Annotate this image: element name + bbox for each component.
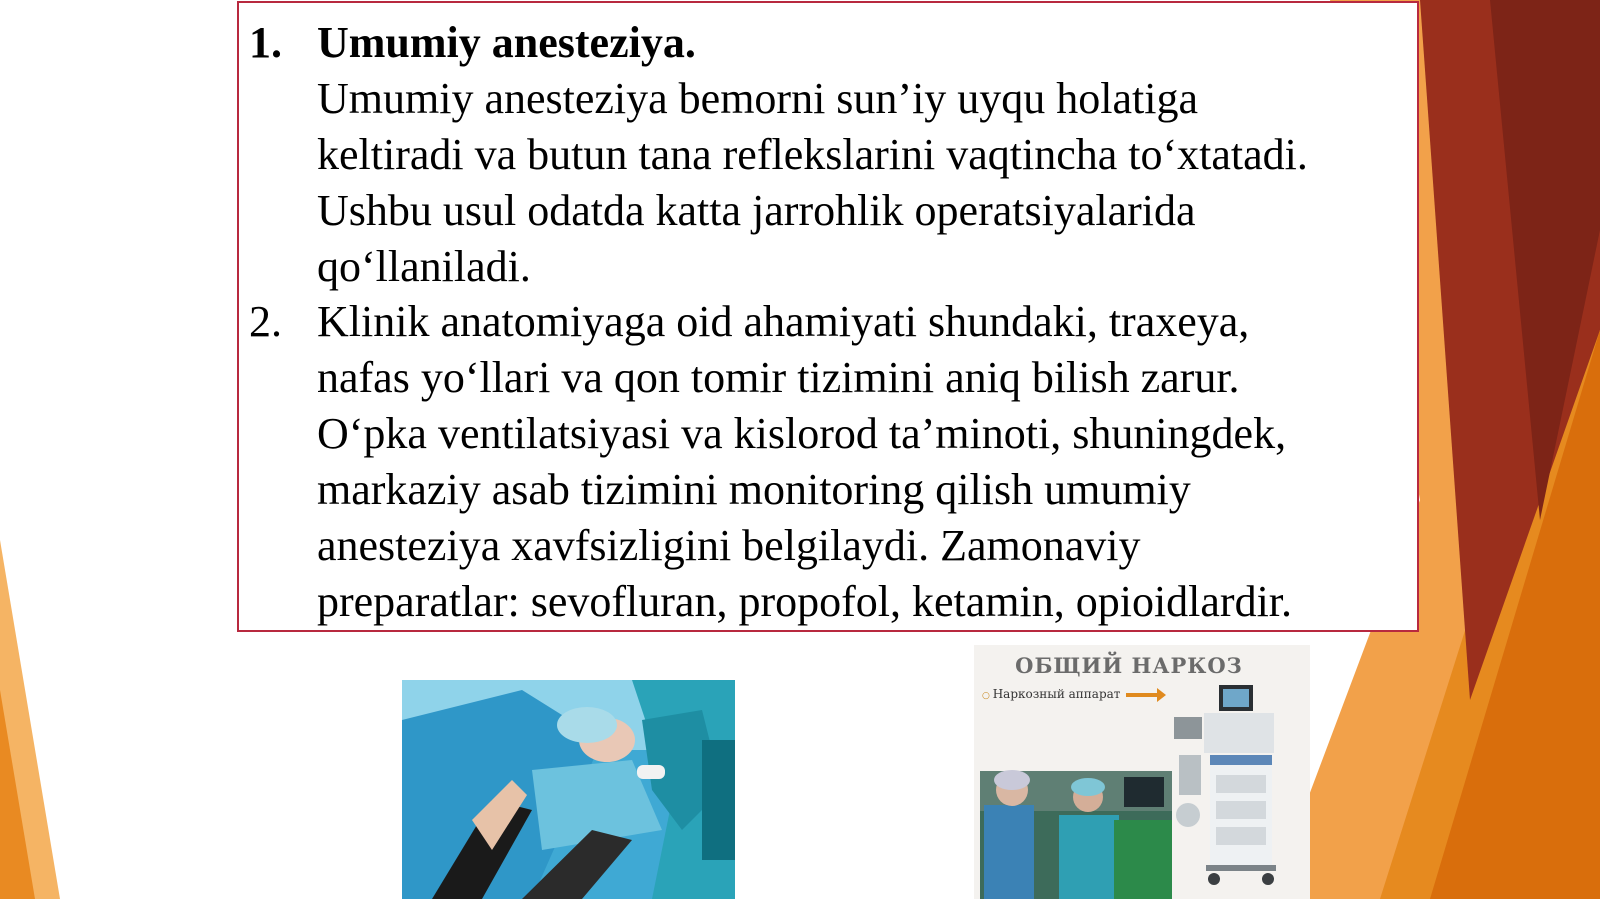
item-heading: Umumiy anesteziya. — [317, 18, 696, 67]
paragraph-line: keltiradi va butun tana reflekslarini vaqtincha to‘xtatadi. — [317, 130, 1308, 179]
paragraph-line: O‘pka ventilatsiyasi va kislorod ta’minoti, shuningdek, — [317, 409, 1287, 458]
surgery-photo — [402, 680, 735, 899]
anesthesia-illustration — [974, 645, 1310, 899]
paragraph-line: Ushbu usul odatda katta jarrohlik operatsiyalarida — [317, 186, 1196, 235]
list-number: 2. — [249, 297, 282, 346]
paragraph-line: markaziy asab tizimini monitoring qilish umumiy — [317, 465, 1191, 514]
paragraph-line: qo‘llaniladi. — [317, 242, 531, 291]
paragraph-line: preparatlar: sevofluran, propofol, ketamin, opioidlardir. — [317, 577, 1293, 626]
image-label: ○ Наркозный аппарат — [982, 687, 1120, 701]
paragraph-line: Umumiy anesteziya bemorni sun’iy uyqu holatiga — [317, 74, 1199, 123]
surgery-photo-illustration — [402, 680, 735, 899]
image-title: ОБЩИЙ НАРКОЗ — [1015, 653, 1243, 678]
content-box — [237, 1, 1419, 632]
paragraph-line: Klinik anatomiyaga oid ahamiyati shundaki, traxeya, — [317, 297, 1250, 346]
anesthesia-machine-image — [974, 645, 1310, 899]
paragraph-line: anesteziya xavfsizligini belgilaydi. Zamonaviy — [317, 521, 1141, 570]
paragraph-line: nafas yo‘llari va qon tomir tizimini aniq bilish zarur. — [317, 353, 1240, 402]
list-number: 1. — [249, 18, 282, 67]
